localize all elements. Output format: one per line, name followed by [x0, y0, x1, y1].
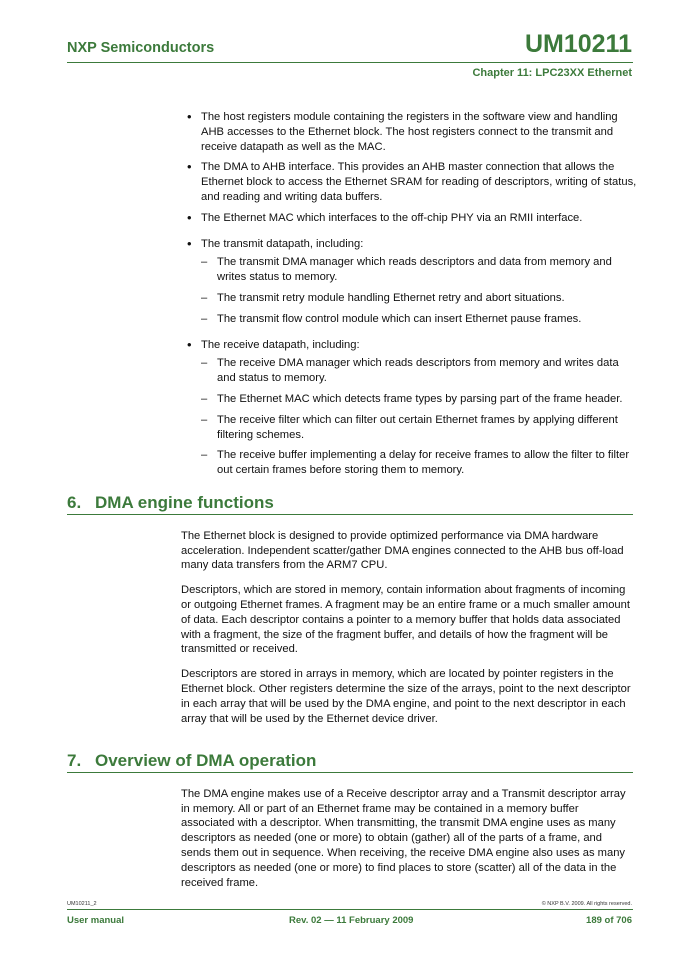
- section-title: DMA engine functions: [95, 493, 274, 512]
- bullet-item-transmit-datapath: [187, 237, 637, 327]
- paragraph: The DMA engine makes use of a Receive descriptor array and a Transmit descriptor array in memory. All or part of an Ethernet frame may be contained in a memory buffer associated with a descriptor. When transmitting, the transmit DMA engine uses as many descriptors as needed (one or more) to obtain (gather) all of the parts of a frame, and sends them out in sequence. When receiving, the receive DMA engine also uses as many descriptors as needed (one or more) to find places to store (scatter) all of the data in the received frame.: [181, 787, 626, 889]
- sub-item-text: The receive buffer implementing a delay for receive frames to allow the filter to filter out certain frames before storing them to memory.: [217, 449, 630, 477]
- dash-icon: –: [201, 357, 208, 370]
- bullet-item-host-registers: [187, 110, 637, 154]
- paragraph: Descriptors are stored in arrays in memory, which are located by pointer registers in the Ethernet block. Other registers determine the size of the arrays, point to the next descriptor in each array that will be used by the DMA engine, and point to the next descriptor in each array that will be used by the Ethernet device driver.: [181, 668, 631, 725]
- dash-icon: –: [201, 291, 208, 304]
- sub-item: [201, 312, 637, 327]
- header-company: NXP Semiconductors: [67, 40, 215, 56]
- footer-doc-type: User manual: [67, 915, 125, 926]
- footer-page-number: 189 of 706: [586, 915, 632, 926]
- section-overview-dma-operation: [67, 751, 633, 900]
- bullet-icon: •: [187, 336, 192, 352]
- component-bullet-list: [187, 110, 637, 484]
- section-body: [181, 529, 633, 727]
- bullet-text: The Ethernet MAC which interfaces to the off-chip PHY via an RMII interface.: [201, 211, 583, 224]
- paragraph: The Ethernet block is designed to provide optimized performance via DMA hardware acceleration. Independent scatter/gather DMA engines connected to the AHB bus off-load many data transfers from the ARM7 CPU.: [181, 529, 624, 572]
- header-doc-id: UM10211: [524, 30, 632, 58]
- receive-sub-list: [201, 356, 637, 478]
- bullet-icon: •: [187, 159, 192, 175]
- sub-item-text: The transmit flow control module which can insert Ethernet pause frames.: [217, 312, 582, 325]
- bullet-text: The DMA to AHB interface. This provides an AHB master connection that allows the Ethernet block to access the Ethernet SRAM for reading of descriptors, writing of status, and reading and writing data buffers.: [201, 161, 637, 203]
- sub-item-text: The receive DMA manager which reads descriptors from memory and writes data and status to memory.: [217, 357, 619, 385]
- dash-icon: –: [201, 413, 208, 426]
- footer-revision: Rev. 02 — 11 February 2009: [289, 915, 414, 926]
- paragraph: Descriptors, which are stored in memory, contain information about fragments of incoming or outgoing Ethernet frames. A fragment may be an entire frame or a much smaller amount of data. Each descriptor contains a pointer to a memory buffer that holds data associated with a fragment, the size of the fragment buffer, and details of how the fragment will be transmitted or received.: [181, 584, 630, 656]
- sub-item: [201, 291, 637, 306]
- sub-item-text: The receive filter which can filter out certain Ethernet frames by applying different filtering schemes.: [217, 413, 618, 441]
- bullet-item-receive-datapath: [187, 338, 637, 478]
- sub-item: [201, 356, 637, 386]
- sub-item: [201, 413, 637, 443]
- bullet-icon: •: [187, 209, 192, 225]
- section-number: 7.: [67, 751, 82, 770]
- bullet-item-dma-ahb: [187, 160, 637, 204]
- footer-copyright: © NXP B.V. 2009. All rights reserved.: [541, 901, 632, 907]
- section-number: 6.: [67, 493, 82, 512]
- bullet-item-ethernet-mac: [187, 211, 637, 226]
- section-body: [181, 787, 633, 891]
- section-heading: [67, 493, 633, 515]
- header-chapter: Chapter 11: LPC23XX Ethernet: [472, 67, 632, 79]
- bullet-text: The host registers module containing the registers in the software view and handling AHB accesses to the Ethernet block. The host registers connect to the transmit and receive datapath as well as the MAC.: [201, 111, 618, 153]
- dash-icon: –: [201, 256, 208, 269]
- bullet-icon: •: [187, 109, 192, 124]
- header-rule: [67, 62, 633, 63]
- dash-icon: –: [201, 449, 208, 462]
- section-title: Overview of DMA operation: [95, 751, 317, 770]
- sub-item-text: The transmit DMA manager which reads descriptors and data from memory and writes status to memory.: [217, 256, 612, 284]
- transmit-sub-list: [201, 255, 637, 326]
- sub-item: [201, 255, 637, 285]
- sub-item: [201, 448, 637, 478]
- section-dma-engine-functions: [67, 493, 633, 736]
- footer-rule: [67, 909, 633, 910]
- sub-item-text: The transmit retry module handling Ethernet retry and abort situations.: [217, 291, 565, 304]
- bullet-text: The receive datapath, including:: [201, 338, 360, 351]
- footer-doc-ref: UM10211_2: [67, 901, 97, 907]
- sub-item: [201, 392, 637, 407]
- bullet-text: The transmit datapath, including:: [201, 237, 364, 250]
- dash-icon: –: [201, 392, 208, 405]
- section-heading: [67, 751, 633, 773]
- bullet-icon: •: [187, 235, 192, 251]
- sub-item-text: The Ethernet MAC which detects frame types by parsing part of the frame header.: [217, 392, 623, 405]
- dash-icon: –: [201, 312, 208, 325]
